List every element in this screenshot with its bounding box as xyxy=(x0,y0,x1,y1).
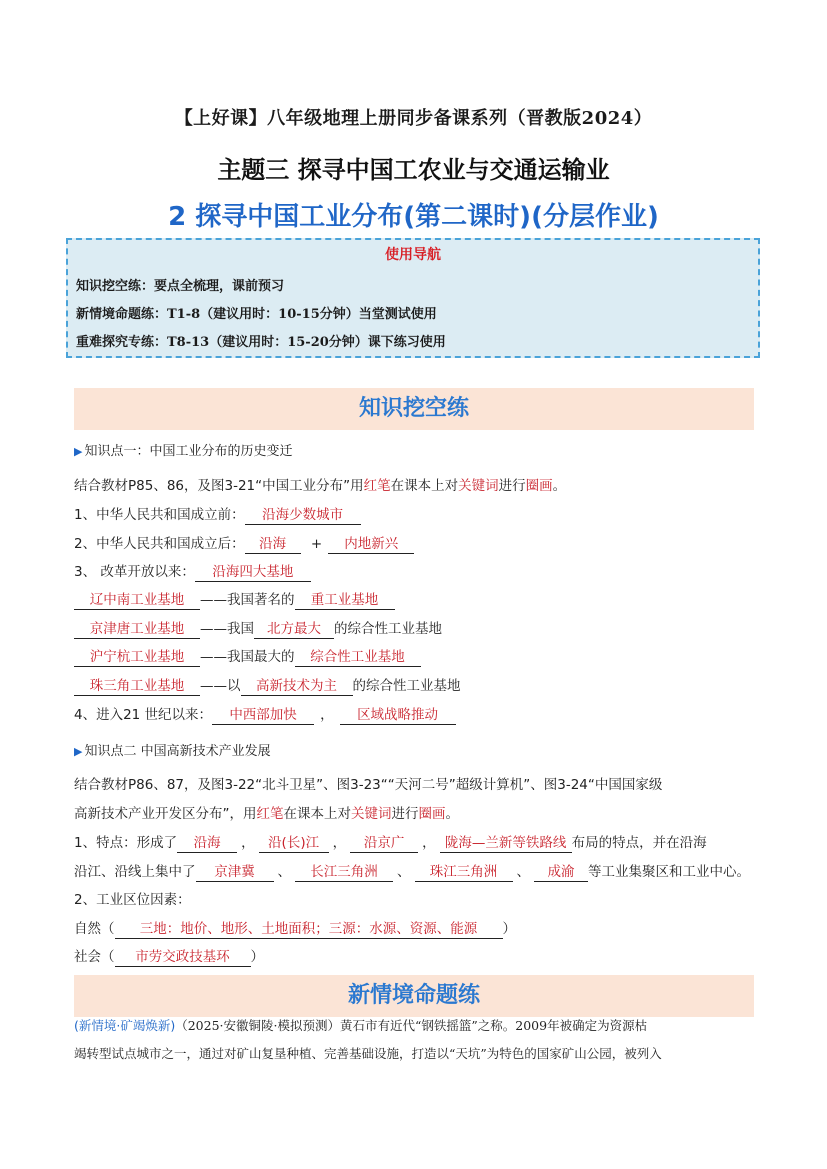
theme-title: 主题三 探寻中国工农业与交通运输业 xyxy=(217,156,610,184)
answer-blank: 沿海少数城市 xyxy=(245,507,361,525)
answer-blank: 三地：地价、地形、土地面积；三源：水源、资源、能源 xyxy=(115,921,503,939)
guide-title: 使用导航 xyxy=(385,247,441,263)
kp1-line-3: 3、 改革开放以来： 沿海四大基地 xyxy=(74,560,311,582)
answer-blank: 内地新兴 xyxy=(328,536,414,554)
kp1-instruction: 结合教材P85、86，及图3-21“中国工业分布”用红笔在课本上对关键词进行圈画。 xyxy=(74,478,567,494)
base-line-2: 京津唐工业基地 ——我国 北方最大 的综合性工业基地 xyxy=(74,617,442,639)
answer-blank: 京津唐工业基地 xyxy=(74,621,200,639)
knowledge-point-1-heading: ▶ 知识点一：中国工业分布的历史变迁 xyxy=(74,444,293,459)
triangle-bullet-icon: ▶ xyxy=(74,745,83,758)
kp2-instruction-1: 结合教材P86、87，及图3-22“北斗卫星”、图3-23““天河二号”超级计算机”、图3-24“中国国家级 xyxy=(74,777,663,793)
answer-blank: 重工业基地 xyxy=(295,592,395,610)
kp2-feature-line-1: 1、特点：形成了 沿海 ， 沿(长)江 ， 沿京广 ， 陇海—兰新等铁路线 布局的特点，并在沿海 xyxy=(74,835,707,851)
kp2-social-factors: 社会（ 市劳交政技基环 ） xyxy=(74,949,264,965)
answer-blank: 长江三角洲 xyxy=(295,864,393,882)
answer-blank: 沿海四大基地 xyxy=(195,564,311,582)
answer-blank: 中西部加快 xyxy=(212,707,314,725)
answer-blank: 综合性工业基地 xyxy=(295,649,421,667)
answer-blank: 成渝 xyxy=(534,864,588,882)
answer-blank: 沿京广 xyxy=(350,835,418,853)
answer-blank: 辽中南工业基地 xyxy=(74,592,200,610)
kp1-line-2: 2、中华人民共和国成立后： 沿海 + 内地新兴 xyxy=(74,532,414,554)
answer-blank: 京津冀 xyxy=(196,864,274,882)
answer-blank: 沿海 xyxy=(177,835,237,853)
answer-blank: 珠三角工业基地 xyxy=(74,678,200,696)
question-intro: (新情境·矿竭焕新)（2025·安徽铜陵·模拟预测）黄石市有近代“钢铁摇篮”之称。2009年被确定为资源枯 竭转型试点城市之一，通过对矿山复垦种植、完善基础设施，打造以“天坑”为特色的国家矿山公园，被列入 xyxy=(74,1018,662,1061)
answer-blank: 北方最大 xyxy=(254,621,334,639)
kp2-location-factors: 2、工业区位因素： xyxy=(74,892,191,908)
answer-blank: 陇海—兰新等铁路线 xyxy=(440,835,572,853)
kp2-feature-line-2: 沿江、沿线上集中了 京津冀 、 长江三角洲 、 珠江三角洲 、 成渝 等工业集聚区和工业中心。 xyxy=(74,864,750,880)
kp2-natural-factors: 自然（ 三地：地价、地形、土地面积；三源：水源、资源、能源 ） xyxy=(74,921,516,937)
base-line-1: 辽中南工业基地 ——我国著名的 重工业基地 xyxy=(74,588,395,610)
triangle-bullet-icon: ▶ xyxy=(74,445,83,458)
kp1-line-4: 4、进入21 世纪以来： 中西部加快 ， 区域战略推动 xyxy=(74,703,456,725)
base-line-4: 珠三角工业基地 ——以 高新技术为主 的综合性工业基地 xyxy=(74,674,461,696)
answer-blank: 沿(长)江 xyxy=(259,835,329,853)
usage-guide-box xyxy=(66,238,760,358)
answer-blank: 市劳交政技基环 xyxy=(115,949,251,967)
context-tag: (新情境·矿竭焕新) xyxy=(74,1018,176,1033)
answer-blank: 沪宁杭工业基地 xyxy=(74,649,200,667)
section-new-context-band: 新情境命题练 xyxy=(74,975,754,1017)
answer-blank: 珠江三角洲 xyxy=(415,864,513,882)
answer-blank: 沿海 xyxy=(245,536,301,554)
section-knowledge-band: 知识挖空练 xyxy=(74,388,754,430)
knowledge-point-2-heading: ▶ 知识点二 中国高新技术产业发展 xyxy=(74,744,271,759)
kp1-line-1: 1、中华人民共和国成立前： 沿海少数城市 xyxy=(74,503,361,525)
answer-blank: 高新技术为主 xyxy=(241,678,353,696)
kp2-instruction-2: 高新技术产业开发区分布”，用红笔在课本上对关键词进行圈画。 xyxy=(74,806,459,822)
guide-line: 重难探究专练：T8-13（建议用时：15-20分钟）课下练习使用 xyxy=(76,335,446,350)
guide-line: 知识挖空练：要点全梳理，课前预习 xyxy=(76,279,285,294)
lesson-title: 2 探寻中国工业分布(第二课时)(分层作业) xyxy=(168,202,659,232)
series-title: 【上好课】八年级地理上册同步备课系列（晋教版2024） xyxy=(174,108,653,129)
base-line-3: 沪宁杭工业基地 ——我国最大的 综合性工业基地 xyxy=(74,645,421,667)
answer-blank: 区域战略推动 xyxy=(340,707,456,725)
guide-line: 新情境命题练：T1-8（建议用时：10-15分钟）当堂测试使用 xyxy=(76,307,437,322)
